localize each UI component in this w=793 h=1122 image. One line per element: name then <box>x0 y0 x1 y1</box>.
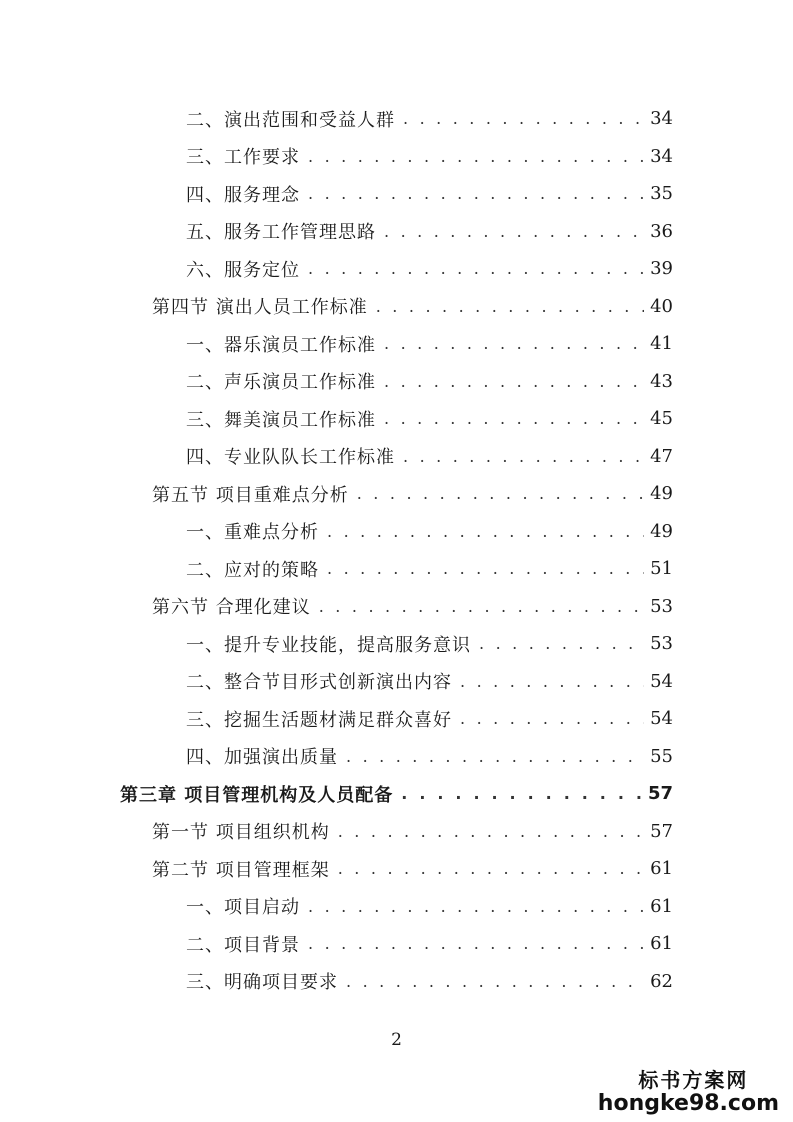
toc-entry-title: 第五节 项目重难点分析 <box>152 484 349 506</box>
watermark-url: hongke98.com <box>597 1091 779 1116</box>
dot-leader <box>327 559 644 578</box>
toc-entry[interactable] <box>186 925 673 963</box>
toc-entry-page: 61 <box>650 858 673 880</box>
toc-entry[interactable] <box>186 138 673 176</box>
toc-entry[interactable] <box>186 700 673 738</box>
toc-entry-page: 55 <box>650 745 673 767</box>
toc-entry-page: 53 <box>650 595 673 617</box>
watermark-title: 标书方案网 <box>638 1068 749 1092</box>
toc-entry-title: 二、项目背景 <box>186 934 300 956</box>
toc-entry[interactable] <box>186 325 673 363</box>
dot-leader <box>403 447 644 466</box>
toc-entry[interactable] <box>186 888 673 926</box>
toc-entry-page: 43 <box>650 370 673 392</box>
toc-entry-page: 41 <box>650 333 673 355</box>
toc-entry-title: 六、服务定位 <box>186 259 300 281</box>
toc-entry-page: 40 <box>650 295 673 317</box>
toc-entry-page: 54 <box>650 670 673 692</box>
dot-leader <box>384 372 644 391</box>
dot-leader <box>308 897 644 916</box>
toc-entry-page: 57 <box>647 783 673 805</box>
dot-leader <box>403 109 644 128</box>
dot-leader <box>460 709 644 728</box>
toc-entry-page: 39 <box>650 258 673 280</box>
dot-leader <box>357 484 644 503</box>
page-number: 2 <box>391 1030 402 1050</box>
toc-entry[interactable] <box>186 550 673 588</box>
dot-leader <box>401 784 642 803</box>
toc-entry-title: 三、舞美演员工作标准 <box>186 409 376 431</box>
dot-leader <box>346 972 644 991</box>
dot-leader <box>384 334 644 353</box>
toc-entry-title: 三、挖掘生活题材满足群众喜好 <box>186 709 452 731</box>
toc-entry-title: 第三章 项目管理机构及人员配备 <box>120 784 394 806</box>
toc-entry[interactable] <box>186 100 673 138</box>
toc-entry[interactable] <box>186 513 673 551</box>
dot-leader <box>384 222 644 241</box>
toc-entry-page: 53 <box>650 633 673 655</box>
toc-entry[interactable] <box>186 663 673 701</box>
dot-leader <box>384 409 644 428</box>
toc-entry-page: 47 <box>650 445 673 467</box>
dot-leader <box>308 259 644 278</box>
toc-entry-title: 第一节 项目组织机构 <box>152 822 330 844</box>
toc-entry-page: 54 <box>650 708 673 730</box>
dot-leader <box>338 822 644 841</box>
toc-entry[interactable] <box>186 250 673 288</box>
dot-leader <box>327 522 644 541</box>
toc-entry-title: 四、专业队队长工作标准 <box>186 447 395 469</box>
toc-entry-page: 49 <box>650 483 673 505</box>
toc-entry-title: 第四节 演出人员工作标准 <box>152 297 368 319</box>
toc-entry[interactable] <box>152 588 673 626</box>
toc-entry[interactable] <box>152 813 673 851</box>
toc-entry-title: 二、演出范围和受益人群 <box>186 109 395 131</box>
toc-entry-title: 二、应对的策略 <box>186 559 319 581</box>
toc-entry-page: 61 <box>650 933 673 955</box>
dot-leader <box>346 747 644 766</box>
toc-entry-title: 四、服务理念 <box>186 184 300 206</box>
dot-leader <box>308 184 644 203</box>
toc-entry-page: 49 <box>650 520 673 542</box>
toc-entry[interactable] <box>152 850 673 888</box>
dot-leader <box>376 297 644 316</box>
toc-entry-title: 一、重难点分析 <box>186 522 319 544</box>
toc-entry[interactable] <box>186 400 673 438</box>
toc-entry[interactable] <box>186 363 673 401</box>
toc-entry-page: 34 <box>650 108 673 130</box>
toc-entry-title: 二、整合节目形式创新演出内容 <box>186 672 452 694</box>
toc-entry[interactable] <box>152 288 673 326</box>
toc-entry-title: 第二节 项目管理框架 <box>152 859 330 881</box>
toc-entry-page: 61 <box>650 895 673 917</box>
toc-entry[interactable] <box>186 963 673 1001</box>
dot-leader <box>319 597 644 616</box>
dot-leader <box>460 672 644 691</box>
toc-entry-title: 四、加强演出质量 <box>186 747 338 769</box>
toc-entry[interactable] <box>186 625 673 663</box>
toc-entry[interactable] <box>186 175 673 213</box>
toc-entry-title: 五、服务工作管理思路 <box>186 222 376 244</box>
dot-leader <box>308 147 644 166</box>
toc-entry-title: 一、项目启动 <box>186 897 300 919</box>
toc-entry-page: 51 <box>650 558 673 580</box>
toc-entry-page: 57 <box>650 820 673 842</box>
toc-entry-page: 45 <box>650 408 673 430</box>
toc-entry[interactable] <box>186 738 673 776</box>
toc-entry-title: 一、器乐演员工作标准 <box>186 334 376 356</box>
watermark <box>598 1064 779 1116</box>
toc-entry-chapter[interactable] <box>120 775 673 813</box>
toc-entry-page: 36 <box>650 220 673 242</box>
dot-leader <box>308 934 644 953</box>
toc-entry-title: 一、提升专业技能，提高服务意识 <box>186 634 471 656</box>
toc-entry[interactable] <box>186 213 673 251</box>
toc-entry-title: 第六节 合理化建议 <box>152 597 311 619</box>
toc-entry-title: 三、工作要求 <box>186 147 300 169</box>
toc-entry[interactable] <box>152 475 673 513</box>
dot-leader <box>479 634 644 653</box>
toc-entry-page: 62 <box>650 970 673 992</box>
toc-entry-title: 二、声乐演员工作标准 <box>186 372 376 394</box>
toc-entry-title: 三、明确项目要求 <box>186 972 338 994</box>
toc-entry-page: 35 <box>650 183 673 205</box>
toc-entry[interactable] <box>186 438 673 476</box>
dot-leader <box>338 859 644 878</box>
toc-entry-page: 34 <box>650 145 673 167</box>
